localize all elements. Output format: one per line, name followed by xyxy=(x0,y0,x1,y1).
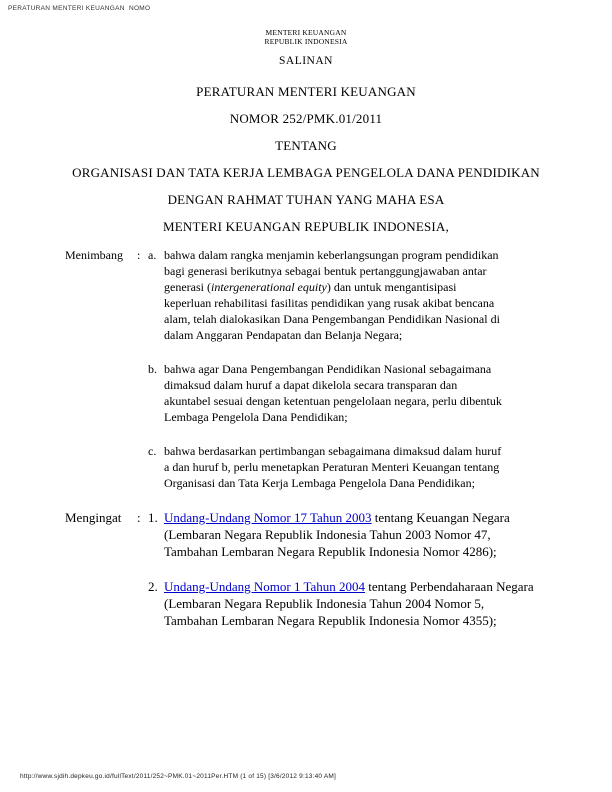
menimbang-item-b xyxy=(65,361,612,425)
italic-text: intergenerational equity xyxy=(210,280,327,294)
document-title-block xyxy=(0,85,612,234)
title-tentang: TENTANG xyxy=(275,138,337,153)
colon-separator: : xyxy=(137,510,141,525)
item-marker-1: 1. xyxy=(148,510,158,525)
item-text-b: bahwa agar Dana Pengembangan Pendidikan Nasional sebagaimana dimaksud dalam huruf a dapat dikelola secara transparan dan akuntabel sesuai dengan ketentuan pengelolaan negara, perlu dibentuk Lembaga Pengelola Dana Pendidikan; xyxy=(164,362,502,424)
text-segment: tentang Keuangan Negara (Lembaran Negara Republik Indonesia Tahun 2003 Nomor 47, Tambahan Lembaran Negara Republik Indonesia Nomor 4286); xyxy=(164,510,510,559)
document-body xyxy=(0,247,612,629)
item-marker-c: c. xyxy=(148,444,157,458)
law-link-uu-1-2004[interactable]: Undang-Undang Nomor 1 Tahun 2004 xyxy=(164,579,366,594)
label-spacer xyxy=(65,361,137,425)
colon-spacer xyxy=(137,361,148,425)
colon-spacer xyxy=(137,578,148,629)
page-footer-url: http://www.sjdih.depkeu.go.id/fullText/2011/252~PMK.01~2011Per.HTM (1 of 15) [3/6/2012 9:13:40 AM] xyxy=(20,773,337,780)
mengingat-item-2 xyxy=(65,578,612,629)
salinan-label: SALINAN xyxy=(279,55,333,67)
title-minister: MENTERI KEUANGAN REPUBLIK INDONESIA, xyxy=(163,219,449,234)
title-subject: ORGANISASI DAN TATA KERJA LEMBAGA PENGELOLA DANA PENDIDIKAN xyxy=(72,165,540,180)
item-marker-b: b. xyxy=(148,362,157,376)
text-segment: ) dan untuk mengantisipasi keperluan rehabilitasi fasilitas pendidikan yang rusak akibat bencana alam, telah dialokasikan Dana Pengembangan Pendidikan Nasional di dalam Anggaran Pendapatan dan Belanja Negara; xyxy=(164,280,500,342)
text-segment: bahwa dalam rangka menjamin keberlangsungan program pendidikan bagi generasi berikutnya sebagai bentuk pertanggungjawaban antar generasi ( xyxy=(164,248,499,294)
letterhead-line-republic: REPUBLIK INDONESIA xyxy=(264,37,348,46)
menimbang-item-a xyxy=(65,247,612,343)
law-link-uu-17-2003[interactable]: Undang-Undang Nomor 17 Tahun 2003 xyxy=(164,510,372,525)
item-text-a xyxy=(164,247,502,343)
item-marker-2: 2. xyxy=(148,579,158,594)
colon-separator: : xyxy=(137,248,141,262)
item-marker-a: a. xyxy=(148,248,157,262)
menimbang-item-c xyxy=(65,443,612,491)
item-text-2 xyxy=(164,578,536,629)
label-spacer xyxy=(65,443,137,491)
title-number: NOMOR 252/PMK.01/2011 xyxy=(229,111,383,126)
print-header: PERATURAN MENTERI KEUANGAN NOMO xyxy=(8,5,151,12)
title-invocation: DENGAN RAHMAT TUHAN YANG MAHA ESA xyxy=(167,192,445,207)
title-regulation: PERATURAN MENTERI KEUANGAN xyxy=(196,84,416,99)
section-label-mengingat: Mengingat xyxy=(65,510,122,525)
colon-spacer xyxy=(137,443,148,491)
item-text-1 xyxy=(164,509,536,560)
text-segment: tentang Perbendaharaan Negara (Lembaran Negara Republik Indonesia Tahun 2004 Nomor 5, Tambahan Lembaran Negara Republik Indonesia Nomor 4355); xyxy=(164,579,534,628)
mengingat-item-1 xyxy=(65,509,612,560)
item-text-c: bahwa berdasarkan pertimbangan sebagaimana dimaksud dalam huruf a dan huruf b, perlu menetapkan Peraturan Menteri Keuangan tentang Organisasi dan Tata Kerja Lembaga Pengelola Dana Pendidikan; xyxy=(164,444,502,490)
letterhead-line-ministry: MENTERI KEUANGAN xyxy=(265,28,347,37)
section-label-menimbang: Menimbang xyxy=(65,248,123,262)
label-spacer xyxy=(65,578,137,629)
